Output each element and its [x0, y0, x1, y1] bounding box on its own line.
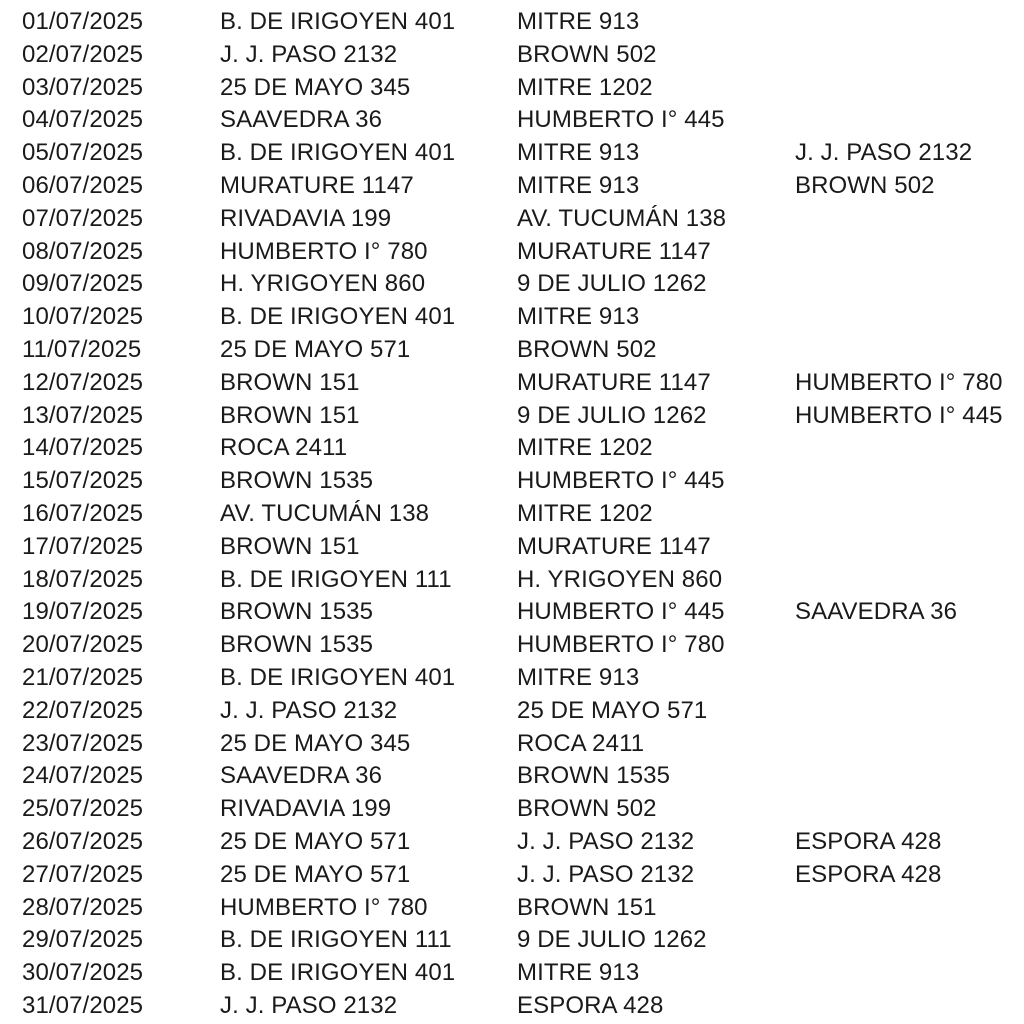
address-cell-2: J. J. PASO 2132 [517, 860, 695, 888]
date-cell: 10/07/2025 [22, 303, 144, 331]
schedule-row [0, 793, 1024, 826]
schedule-row [0, 498, 1024, 531]
schedule-row [0, 39, 1024, 72]
address-cell-1: BROWN 1535 [220, 598, 374, 626]
date-cell: 01/07/2025 [22, 8, 144, 35]
address-cell-2: MURATURE 1147 [517, 532, 711, 560]
address-cell-1: J. J. PASO 2132 [220, 40, 398, 68]
address-cell-2: BROWN 151 [517, 893, 657, 921]
address-cell-2: MURATURE 1147 [517, 368, 711, 396]
date-cell: 28/07/2025 [22, 893, 144, 921]
schedule-row [0, 695, 1024, 728]
date-cell: 17/07/2025 [22, 532, 144, 560]
date-cell: 26/07/2025 [22, 827, 144, 855]
address-cell-1: 25 DE MAYO 571 [220, 827, 411, 855]
date-cell: 15/07/2025 [22, 467, 144, 495]
address-cell-2: 25 DE MAYO 571 [517, 696, 708, 724]
date-cell: 30/07/2025 [22, 959, 144, 987]
date-cell: 04/07/2025 [22, 106, 144, 134]
date-cell: 11/07/2025 [22, 335, 142, 363]
date-cell: 06/07/2025 [22, 171, 144, 199]
address-cell-2: MITRE 913 [517, 8, 640, 35]
schedule-row [0, 990, 1024, 1023]
schedule-row [0, 6, 1024, 39]
address-cell-1: SAAVEDRA 36 [220, 106, 383, 134]
schedule-row [0, 367, 1024, 400]
address-cell-1: BROWN 151 [220, 401, 360, 429]
date-cell: 29/07/2025 [22, 926, 144, 954]
date-cell: 07/07/2025 [22, 204, 144, 232]
date-cell: 18/07/2025 [22, 565, 144, 593]
address-cell-2: HUMBERTO I° 445 [517, 467, 725, 495]
address-cell-1: ROCA 2411 [220, 434, 348, 462]
schedule-row [0, 662, 1024, 695]
address-cell-1: J. J. PASO 2132 [220, 696, 398, 724]
date-cell: 13/07/2025 [22, 401, 144, 429]
address-cell-2: J. J. PASO 2132 [517, 827, 695, 855]
schedule-row [0, 596, 1024, 629]
date-cell: 16/07/2025 [22, 499, 144, 527]
date-cell: 22/07/2025 [22, 696, 144, 724]
address-cell-1: RIVADAVIA 199 [220, 795, 392, 823]
address-cell-1: BROWN 1535 [220, 467, 374, 495]
address-cell-2: MITRE 913 [517, 171, 640, 199]
schedule-row [0, 629, 1024, 662]
address-cell-2: MITRE 913 [517, 663, 640, 691]
address-cell-2: MURATURE 1147 [517, 237, 711, 265]
schedule-row [0, 892, 1024, 925]
date-cell: 09/07/2025 [22, 270, 144, 298]
schedule-row [0, 432, 1024, 465]
address-cell-2: MITRE 1202 [517, 499, 653, 527]
schedule-row [0, 72, 1024, 105]
schedule-row [0, 334, 1024, 367]
address-cell-1: BROWN 151 [220, 368, 360, 396]
address-cell-1: B. DE IRIGOYEN 401 [220, 663, 456, 691]
address-cell-2: MITRE 1202 [517, 434, 653, 462]
schedule-row [0, 137, 1024, 170]
address-cell-1: B. DE IRIGOYEN 401 [220, 959, 456, 987]
address-cell-2: MITRE 913 [517, 303, 640, 331]
address-cell-1: SAAVEDRA 36 [220, 762, 383, 790]
date-cell: 25/07/2025 [22, 795, 144, 823]
address-cell-1: MURATURE 1147 [220, 171, 414, 199]
address-cell-3: HUMBERTO I° 780 [795, 368, 1003, 396]
schedule-row [0, 957, 1024, 990]
address-cell-2: ROCA 2411 [517, 729, 645, 757]
schedule-row [0, 531, 1024, 564]
address-cell-2: BROWN 502 [517, 795, 657, 823]
schedule-row [0, 465, 1024, 498]
date-cell: 23/07/2025 [22, 729, 144, 757]
address-cell-2: HUMBERTO I° 780 [517, 631, 725, 659]
address-cell-2: 9 DE JULIO 1262 [517, 270, 707, 298]
date-cell: 08/07/2025 [22, 237, 144, 265]
address-cell-1: BROWN 1535 [220, 631, 374, 659]
address-cell-2: BROWN 502 [517, 335, 657, 363]
schedule-row [0, 859, 1024, 892]
schedule-row [0, 301, 1024, 334]
date-cell: 12/07/2025 [22, 368, 144, 396]
date-cell: 14/07/2025 [22, 434, 144, 462]
address-cell-1: HUMBERTO I° 780 [220, 237, 428, 265]
schedule-row [0, 268, 1024, 301]
address-cell-2: AV. TUCUMÁN 138 [517, 204, 727, 232]
address-cell-3: J. J. PASO 2132 [795, 139, 973, 167]
address-cell-2: 9 DE JULIO 1262 [517, 401, 707, 429]
date-cell: 20/07/2025 [22, 631, 144, 659]
schedule-row [0, 826, 1024, 859]
address-cell-3: SAAVEDRA 36 [795, 598, 958, 626]
date-cell: 21/07/2025 [22, 663, 144, 691]
address-cell-3: HUMBERTO I° 445 [795, 401, 1003, 429]
address-cell-3: BROWN 502 [795, 171, 935, 199]
address-cell-2: H. YRIGOYEN 860 [517, 565, 723, 593]
address-cell-1: B. DE IRIGOYEN 401 [220, 303, 456, 331]
address-cell-2: MITRE 913 [517, 959, 640, 987]
date-cell: 02/07/2025 [22, 40, 144, 68]
schedule-row [0, 203, 1024, 236]
address-cell-2: MITRE 913 [517, 139, 640, 167]
address-cell-1: BROWN 151 [220, 532, 360, 560]
schedule-row [0, 564, 1024, 597]
address-cell-1: B. DE IRIGOYEN 401 [220, 8, 456, 35]
address-cell-2: 9 DE JULIO 1262 [517, 926, 707, 954]
address-cell-1: 25 DE MAYO 345 [220, 73, 411, 101]
date-cell: 19/07/2025 [22, 598, 144, 626]
schedule-table [0, 6, 1024, 1023]
address-cell-2: HUMBERTO I° 445 [517, 106, 725, 134]
schedule-row [0, 924, 1024, 957]
address-cell-2: BROWN 502 [517, 40, 657, 68]
address-cell-1: B. DE IRIGOYEN 111 [220, 565, 452, 593]
date-cell: 27/07/2025 [22, 860, 144, 888]
schedule-row [0, 170, 1024, 203]
date-cell: 03/07/2025 [22, 73, 144, 101]
address-cell-1: H. YRIGOYEN 860 [220, 270, 426, 298]
address-cell-1: B. DE IRIGOYEN 401 [220, 139, 456, 167]
address-cell-1: B. DE IRIGOYEN 111 [220, 926, 452, 954]
address-cell-3: ESPORA 428 [795, 827, 942, 855]
schedule-row [0, 728, 1024, 761]
date-cell: 05/07/2025 [22, 139, 144, 167]
address-cell-2: ESPORA 428 [517, 991, 664, 1019]
date-cell: 24/07/2025 [22, 762, 144, 790]
schedule-row [0, 104, 1024, 137]
address-cell-1: J. J. PASO 2132 [220, 991, 398, 1019]
address-cell-2: HUMBERTO I° 445 [517, 598, 725, 626]
schedule-row [0, 236, 1024, 269]
address-cell-1: AV. TUCUMÁN 138 [220, 499, 430, 527]
schedule-row [0, 400, 1024, 433]
address-cell-1: 25 DE MAYO 571 [220, 860, 411, 888]
schedule-row [0, 760, 1024, 793]
address-cell-2: BROWN 1535 [517, 762, 671, 790]
address-cell-3: ESPORA 428 [795, 860, 942, 888]
address-cell-1: HUMBERTO I° 780 [220, 893, 428, 921]
address-cell-1: 25 DE MAYO 571 [220, 335, 411, 363]
address-cell-1: RIVADAVIA 199 [220, 204, 392, 232]
address-cell-2: MITRE 1202 [517, 73, 653, 101]
address-cell-1: 25 DE MAYO 345 [220, 729, 411, 757]
date-cell: 31/07/2025 [22, 991, 144, 1019]
